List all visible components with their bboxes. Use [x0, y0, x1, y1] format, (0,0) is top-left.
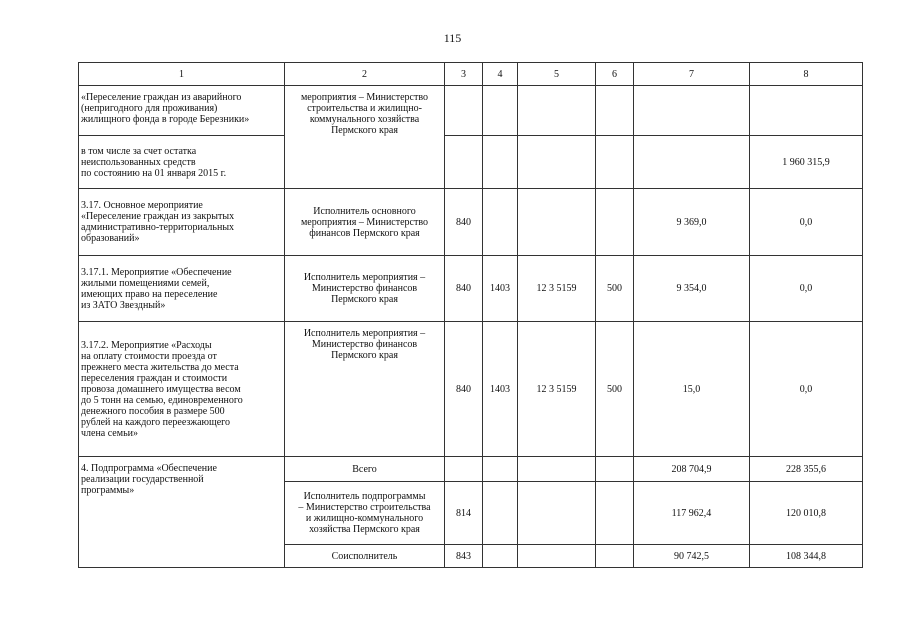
- amount-cell: 15,0: [634, 322, 750, 457]
- table-row: [79, 86, 863, 136]
- table-row: [79, 256, 863, 322]
- value-cell: [634, 136, 750, 189]
- value-cell: [750, 86, 863, 136]
- code-cell: 500: [596, 322, 634, 457]
- value-cell: [596, 545, 634, 568]
- amount-cell: 1 960 315,9: [750, 136, 863, 189]
- code-cell: 12 3 5159: [518, 256, 596, 322]
- code-cell: 843: [445, 545, 483, 568]
- row-title-cell: 3.17. Основное мероприятие «Переселение граждан из закрытых административно-территориальных образований»: [79, 189, 285, 256]
- row-title-cell: в том числе за счет остатка неиспользованных средств по состоянию на 01 января 2015 г.: [79, 136, 285, 189]
- header-cell-8: 8: [750, 63, 863, 86]
- executor-cell: мероприятия – Министерство строительства и жилищно- коммунального хозяйства Пермского края: [285, 86, 445, 189]
- value-cell: [445, 136, 483, 189]
- executor-cell: Исполнитель подпрограммы – Министерство строительства и жилищно-коммунального хозяйства Пермского края: [285, 482, 445, 545]
- value-cell: [445, 86, 483, 136]
- row-title-cell: 3.17.1. Мероприятие «Обеспечение жилыми помещениями семей, имеющих право на переселение из ЗАТО Звездный»: [79, 256, 285, 322]
- amount-cell: 90 742,5: [634, 545, 750, 568]
- code-cell: 12 3 5159: [518, 322, 596, 457]
- amount-cell: 0,0: [750, 189, 863, 256]
- value-cell: [518, 189, 596, 256]
- value-cell: [518, 482, 596, 545]
- page-number: 115: [443, 31, 462, 45]
- table-row: [79, 136, 863, 189]
- value-cell: [518, 136, 596, 189]
- header-cell-6: 6: [596, 63, 634, 86]
- row-title-cell: 3.17.2. Мероприятие «Расходы на оплату стоимости проезда от прежнего места жительства до места переселения граждан и стоимости провоза домашнего имущества весом до 5 тонн на семью, единовременного денежного пособия в размере 500 рублей на каждого переезжающего члена семьи»: [79, 322, 285, 457]
- executor-cell: Всего: [285, 457, 445, 482]
- value-cell: [596, 482, 634, 545]
- value-cell: [518, 545, 596, 568]
- header-row: [79, 63, 863, 86]
- value-cell: [518, 457, 596, 482]
- header-cell-4: 4: [483, 63, 518, 86]
- amount-cell: 108 344,8: [750, 545, 863, 568]
- value-cell: [596, 86, 634, 136]
- executor-cell: Исполнитель основного мероприятия – Министерство финансов Пермского края: [285, 189, 445, 256]
- value-cell: [483, 482, 518, 545]
- table-row: [79, 189, 863, 256]
- value-cell: [483, 189, 518, 256]
- code-cell: 1403: [483, 256, 518, 322]
- value-cell: [483, 136, 518, 189]
- code-cell: 840: [445, 322, 483, 457]
- amount-cell: 0,0: [750, 322, 863, 457]
- value-cell: [483, 545, 518, 568]
- amount-cell: 208 704,9: [634, 457, 750, 482]
- amount-cell: 9 354,0: [634, 256, 750, 322]
- amount-cell: 120 010,8: [750, 482, 863, 545]
- amount-cell: 228 355,6: [750, 457, 863, 482]
- executor-cell: Исполнитель мероприятия – Министерство финансов Пермского края: [285, 322, 445, 457]
- table-row: [79, 457, 863, 482]
- row-title-cell: 4. Подпрограмма «Обеспечение реализации государственной программы»: [79, 457, 285, 568]
- value-cell: [445, 457, 483, 482]
- value-cell: [596, 457, 634, 482]
- value-cell: [634, 86, 750, 136]
- code-cell: 500: [596, 256, 634, 322]
- header-cell-1: 1: [79, 63, 285, 86]
- header-cell-3: 3: [445, 63, 483, 86]
- value-cell: [483, 457, 518, 482]
- value-cell: [483, 86, 518, 136]
- code-cell: 1403: [483, 322, 518, 457]
- value-cell: [596, 136, 634, 189]
- value-cell: [596, 189, 634, 256]
- budget-table: [78, 62, 863, 568]
- table-row: [79, 322, 863, 457]
- executor-cell: Соисполнитель: [285, 545, 445, 568]
- amount-cell: 117 962,4: [634, 482, 750, 545]
- code-cell: 840: [445, 189, 483, 256]
- row-title-cell: «Переселение граждан из аварийного (непригодного для проживания) жилищного фонда в городе Березники»: [79, 86, 285, 136]
- header-cell-5: 5: [518, 63, 596, 86]
- amount-cell: 0,0: [750, 256, 863, 322]
- code-cell: 814: [445, 482, 483, 545]
- header-cell-7: 7: [634, 63, 750, 86]
- value-cell: [518, 86, 596, 136]
- header-cell-2: 2: [285, 63, 445, 86]
- amount-cell: 9 369,0: [634, 189, 750, 256]
- code-cell: 840: [445, 256, 483, 322]
- executor-cell: Исполнитель мероприятия – Министерство финансов Пермского края: [285, 256, 445, 322]
